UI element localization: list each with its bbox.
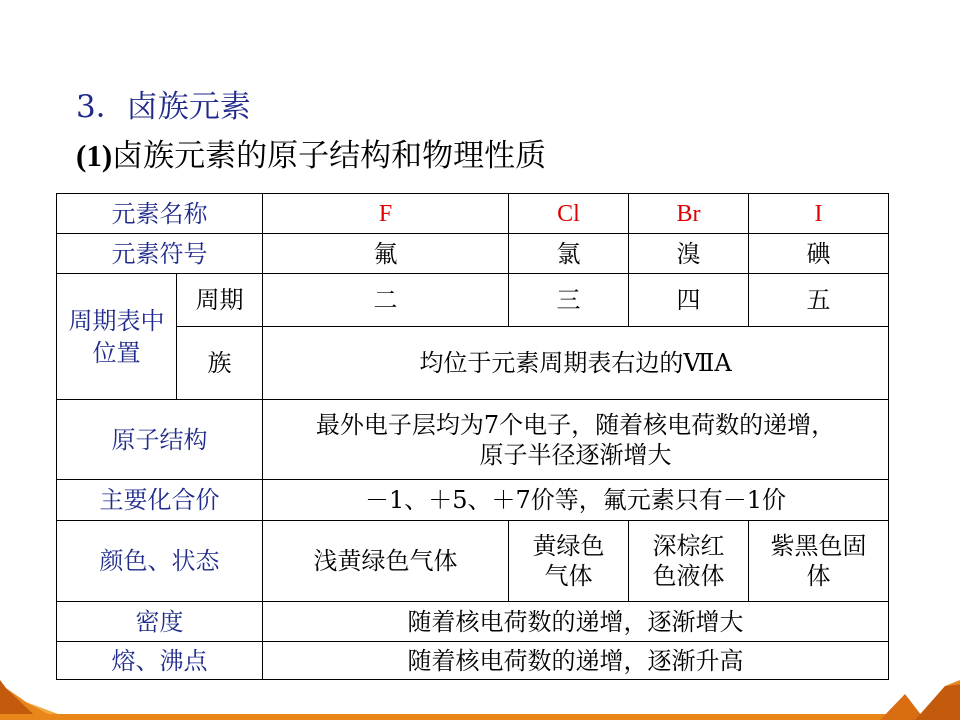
density-cell: 随着核电荷数的递增，逐渐增大 [263,602,889,642]
element-symbol-label: 元素符号 [57,234,263,274]
subsection-heading [76,136,546,176]
color-state-cell: 黄绿色气体 [509,521,629,602]
color-state-cell: 浅黄绿色气体 [263,521,509,602]
color-state-label: 颜色、状态 [57,521,263,602]
period-cell: 三 [509,274,629,327]
group-label: 族 [177,327,263,400]
table-row [57,602,889,642]
element-name-label: 元素名称 [57,194,263,234]
element-symbol-cell: 氯 [509,234,629,274]
element-name-cell: Cl [509,194,629,234]
valence-cell: －1、＋5、＋7价等，氟元素只有－1价 [263,480,889,521]
halogen-properties-table [56,193,889,680]
table-row [57,234,889,274]
position-label: 周期表中位置 [57,274,177,400]
table-row [57,327,889,400]
melting-boiling-label: 熔、沸点 [57,642,263,680]
element-symbol-cell: 碘 [749,234,889,274]
element-name-cell: I [749,194,889,234]
structure-cell [263,400,889,480]
element-name-cell: Br [629,194,749,234]
bottom-decoration [0,680,960,720]
subsection-title: 卤族元素的原子结构和物理性质 [112,138,547,174]
table-row [57,521,889,602]
structure-line: 最外电子层均为7个电子，随着核电荷数的递增， [315,410,836,439]
period-label: 周期 [177,274,263,327]
period-cell: 五 [749,274,889,327]
table-row [57,274,889,327]
period-cell: 四 [629,274,749,327]
element-symbol-cell: 氟 [263,234,509,274]
melting-boiling-cell: 随着核电荷数的递增，逐渐升高 [263,642,889,680]
subsection-number: (1) [76,138,113,173]
element-symbol-cell: 溴 [629,234,749,274]
table-row [57,480,889,521]
table-row [57,400,889,480]
valence-label: 主要化合价 [57,480,263,521]
group-cell: 均位于元素周期表右边的ⅦA [263,327,889,400]
structure-label: 原子结构 [57,400,263,480]
element-name-cell: F [263,194,509,234]
table-row [57,194,889,234]
color-state-cell: 紫黑色固体 [749,521,889,602]
color-state-cell: 深棕红色液体 [629,521,749,602]
density-label: 密度 [57,602,263,642]
table-row [57,642,889,680]
structure-line: 原子半径逐渐增大 [479,440,672,469]
period-cell: 二 [263,274,509,327]
section-heading: 3．卤族元素 [76,89,251,125]
